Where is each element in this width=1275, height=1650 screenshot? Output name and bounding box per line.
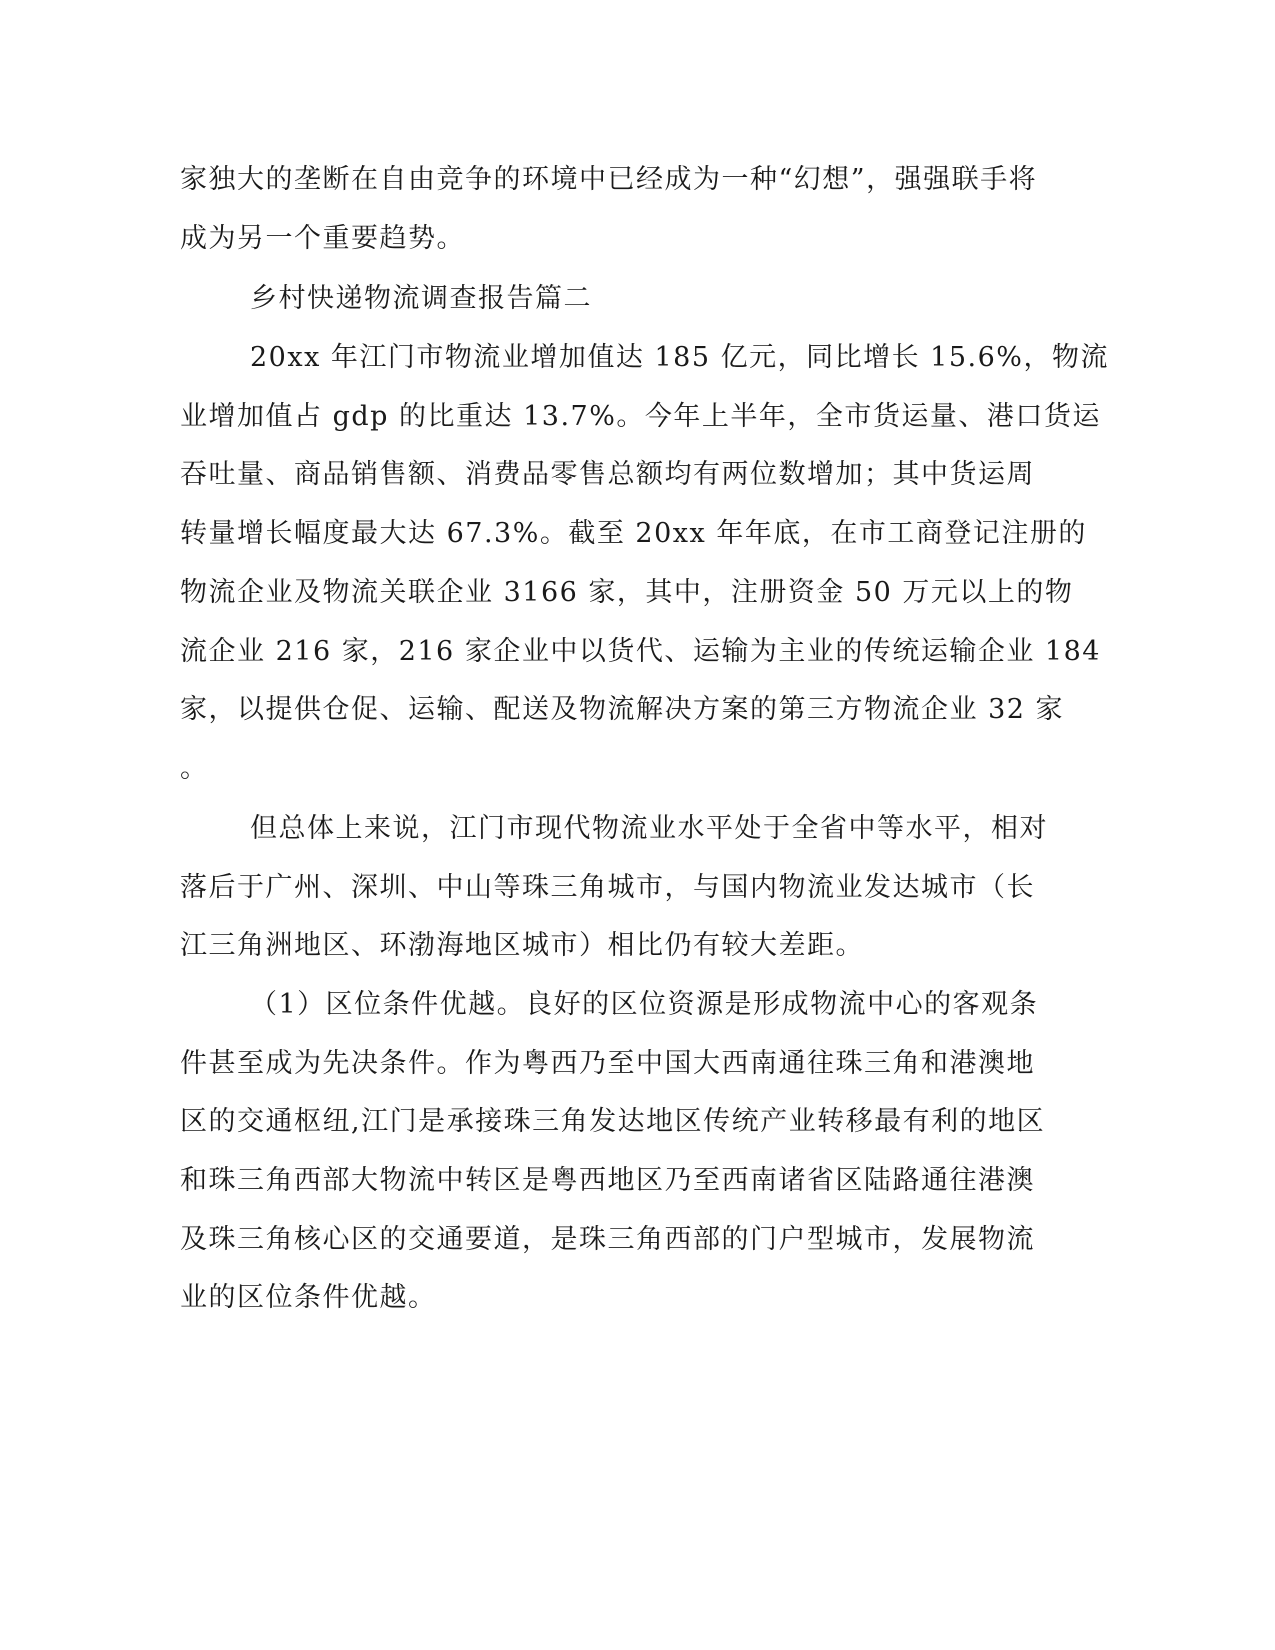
text-line: 家独大的垄断在自由竞争的环境中已经成为一种“幻想”，强强联手将 <box>180 164 1038 195</box>
text-line: 业增加值占 gdp 的比重达 13.7%。今年上半年，全市货运量、港口货运 <box>180 401 1101 432</box>
text-line: 20xx 年江门市物流业增加值达 185 亿元，同比增长 15.6%，物流 <box>250 342 1109 373</box>
text-line: 吞吐量、商品销售额、消费品零售总额均有两位数增加；其中货运周 <box>180 459 1035 490</box>
text-line: 落后于广州、深圳、中山等珠三角城市，与国内物流业发达城市（长 <box>180 872 1035 903</box>
text-line: 件甚至成为先决条件。作为粤西乃至中国大西南通往珠三角和港澳地 <box>180 1048 1035 1079</box>
text-line: 。 <box>180 753 209 784</box>
text-line: 成为另一个重要趋势。 <box>180 223 465 254</box>
text-line: 转量增长幅度最大达 67.3%。截至 20xx 年年底，在市工商登记注册的 <box>180 518 1087 549</box>
section-heading: 乡村快递物流调查报告篇二 <box>250 283 592 314</box>
text-line: （1）区位条件优越。良好的区位资源是形成物流中心的客观条 <box>250 989 1039 1020</box>
text-line: 及珠三角核心区的交通要道，是珠三角西部的门户型城市，发展物流 <box>180 1224 1035 1255</box>
text-line: 和珠三角西部大物流中转区是粤西地区乃至西南诸省区陆路通往港澳 <box>180 1165 1035 1196</box>
text-line: 流企业 216 家，216 家企业中以货代、运输为主业的传统运输企业 184 <box>180 636 1101 667</box>
text-line: 业的区位条件优越。 <box>180 1282 437 1313</box>
text-line: 物流企业及物流关联企业 3166 家，其中，注册资金 50 万元以上的物 <box>180 577 1074 608</box>
text-line: 区的交通枢纽,江门是承接珠三角发达地区传统产业转移最有利的地区 <box>180 1106 1046 1137</box>
text-line: 江三角洲地区、环渤海地区城市）相比仍有较大差距。 <box>180 930 864 961</box>
text-line: 但总体上来说，江门市现代物流业水平处于全省中等水平，相对 <box>250 813 1048 844</box>
text-line: 家，以提供仓促、运输、配送及物流解决方案的第三方物流企业 32 家 <box>180 694 1065 725</box>
